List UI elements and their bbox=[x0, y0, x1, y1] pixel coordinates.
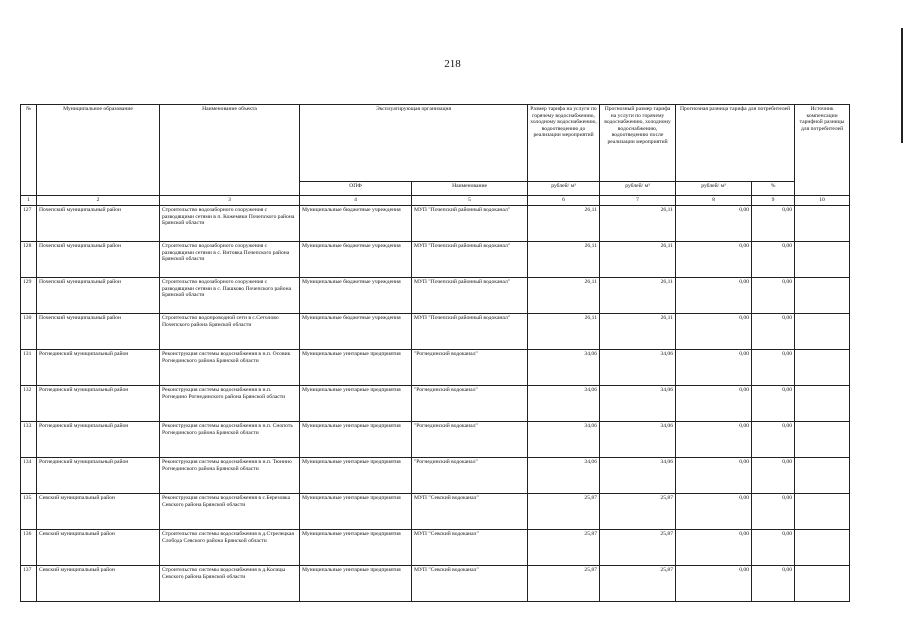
header-num: № bbox=[21, 105, 37, 196]
tariff-difference-cell: 0,00 bbox=[676, 530, 752, 566]
tariff-after-cell: 34,06 bbox=[600, 386, 676, 422]
organization-cell: МУП "Почепский районный водоканал" bbox=[412, 278, 528, 314]
column-number: 3 bbox=[160, 196, 300, 206]
municipality-cell: Севский муниципальный район bbox=[37, 494, 160, 530]
table-row bbox=[21, 422, 850, 458]
row-number: 129 bbox=[21, 278, 37, 314]
municipality-cell: Севский муниципальный район bbox=[37, 566, 160, 602]
municipality-cell: Севский муниципальный район bbox=[37, 530, 160, 566]
difference-percent-cell: 0,00 bbox=[752, 494, 795, 530]
column-number: 8 bbox=[676, 196, 752, 206]
row-number: 133 bbox=[21, 422, 37, 458]
row-number: 130 bbox=[21, 314, 37, 350]
opf-cell: Муниципальные унитарные предприятия bbox=[300, 530, 412, 566]
row-number: 128 bbox=[21, 242, 37, 278]
difference-percent-cell: 0,00 bbox=[752, 242, 795, 278]
object-cell: Строительство системы водоснабжения в д.Косицы Севского района Брянской области bbox=[160, 566, 300, 602]
tariff-before-cell: 26,11 bbox=[528, 242, 600, 278]
table-row bbox=[21, 386, 850, 422]
row-number: 134 bbox=[21, 458, 37, 494]
header-percent: % bbox=[752, 182, 795, 196]
column-number-row bbox=[21, 196, 850, 206]
organization-cell: "Рогнединский водоканал" bbox=[412, 422, 528, 458]
tariff-difference-cell: 0,00 bbox=[676, 386, 752, 422]
column-number: 6 bbox=[528, 196, 600, 206]
object-cell: Строительство системы водоснабжения в д.Стрелецкая Слобода Севского района Брянской области bbox=[160, 530, 300, 566]
compensation-source-cell bbox=[795, 278, 850, 314]
table-row bbox=[21, 206, 850, 242]
compensation-source-cell bbox=[795, 350, 850, 386]
tariff-after-cell: 25,87 bbox=[600, 566, 676, 602]
compensation-source-cell bbox=[795, 386, 850, 422]
compensation-source-cell bbox=[795, 422, 850, 458]
difference-percent-cell: 0,00 bbox=[752, 566, 795, 602]
table-row bbox=[21, 566, 850, 602]
row-number: 131 bbox=[21, 350, 37, 386]
row-number: 132 bbox=[21, 386, 37, 422]
column-number: 5 bbox=[412, 196, 528, 206]
municipality-cell: Почепский муниципальный район bbox=[37, 278, 160, 314]
tariff-difference-cell: 0,00 bbox=[676, 494, 752, 530]
difference-percent-cell: 0,00 bbox=[752, 206, 795, 242]
object-cell: Реконструкция системы водоснабжения в н.п. Снопоть Рогнединского района Брянской области bbox=[160, 422, 300, 458]
tariff-before-cell: 34,06 bbox=[528, 350, 600, 386]
organization-cell: МУП "Севский водоканал" bbox=[412, 566, 528, 602]
tariff-before-cell: 26,11 bbox=[528, 206, 600, 242]
table-row bbox=[21, 458, 850, 494]
organization-cell: "Рогнединский водоканал" bbox=[412, 458, 528, 494]
header-forecast: Прогнозный размер тарифа на услуги по горячему водоснабжению, холодному водоснабжению, водоотведению после реализации мероприятий bbox=[600, 105, 676, 182]
row-number: 127 bbox=[21, 206, 37, 242]
municipality-cell: Рогнединский муниципальный район bbox=[37, 350, 160, 386]
column-number: 9 bbox=[752, 196, 795, 206]
compensation-source-cell bbox=[795, 458, 850, 494]
tariff-table bbox=[20, 104, 850, 602]
object-cell: Реконструкция системы водоснабжения в н.п. Рогнедино Рогнединского района Брянской области bbox=[160, 386, 300, 422]
column-number: 2 bbox=[37, 196, 160, 206]
tariff-after-cell: 34,06 bbox=[600, 350, 676, 386]
compensation-source-cell bbox=[795, 494, 850, 530]
object-cell: Реконструкция системы водоснабжения в н.п. Осовик Рогнединского района Брянской области bbox=[160, 350, 300, 386]
tariff-before-cell: 26,11 bbox=[528, 314, 600, 350]
municipality-cell: Рогнединский муниципальный район bbox=[37, 458, 160, 494]
compensation-source-cell bbox=[795, 566, 850, 602]
municipality-cell: Рогнединский муниципальный район bbox=[37, 386, 160, 422]
tariff-before-cell: 25,87 bbox=[528, 494, 600, 530]
difference-percent-cell: 0,00 bbox=[752, 422, 795, 458]
organization-cell: МУП "Почепский районный водоканал" bbox=[412, 206, 528, 242]
tariff-after-cell: 25,87 bbox=[600, 494, 676, 530]
row-number: 137 bbox=[21, 566, 37, 602]
header-object: Наименование объекта bbox=[160, 105, 300, 196]
header-unit-forecast: рублей/ м³ bbox=[600, 182, 676, 196]
opf-cell: Муниципальные унитарные предприятия bbox=[300, 566, 412, 602]
tariff-after-cell: 34,06 bbox=[600, 422, 676, 458]
table-row bbox=[21, 494, 850, 530]
tariff-before-cell: 25,87 bbox=[528, 530, 600, 566]
object-cell: Реконструкция системы водоснабжения в с.Березовка Севского района Брянской области bbox=[160, 494, 300, 530]
municipality-cell: Почепский муниципальный район bbox=[37, 314, 160, 350]
header-municipality: Муниципальное образование bbox=[37, 105, 160, 196]
header-operator: Эксплуатирующая организация bbox=[300, 105, 528, 182]
compensation-source-cell bbox=[795, 530, 850, 566]
municipality-cell: Почепский муниципальный район bbox=[37, 242, 160, 278]
municipality-cell: Почепский муниципальный район bbox=[37, 206, 160, 242]
opf-cell: Муниципальные бюджетные учреждения bbox=[300, 278, 412, 314]
tariff-before-cell: 34,06 bbox=[528, 422, 600, 458]
tariff-before-cell: 25,87 bbox=[528, 566, 600, 602]
object-cell: Строительство водопроводной сети в с.Сетолово Почепского района Брянской области bbox=[160, 314, 300, 350]
tariff-difference-cell: 0,00 bbox=[676, 422, 752, 458]
difference-percent-cell: 0,00 bbox=[752, 458, 795, 494]
organization-cell: МУП "Севский водоканал" bbox=[412, 530, 528, 566]
compensation-source-cell bbox=[795, 242, 850, 278]
object-cell: Строительство водозаборного сооружения с разводящими сетями в с. Пашково Почепского района Брянской области bbox=[160, 278, 300, 314]
tariff-difference-cell: 0,00 bbox=[676, 242, 752, 278]
organization-cell: МУП "Севский водоканал" bbox=[412, 494, 528, 530]
compensation-source-cell bbox=[795, 314, 850, 350]
table-row bbox=[21, 242, 850, 278]
organization-cell: МУП "Почепский районный водоканал" bbox=[412, 242, 528, 278]
table-row bbox=[21, 314, 850, 350]
difference-percent-cell: 0,00 bbox=[752, 314, 795, 350]
header-unit-tariff: рублей/ м³ bbox=[528, 182, 600, 196]
opf-cell: Муниципальные унитарные предприятия bbox=[300, 350, 412, 386]
organization-cell: "Рогнединский водоканал" bbox=[412, 350, 528, 386]
object-cell: Реконструкция системы водоснабжения в н.п. Тюнино Рогнединского района Брянской области bbox=[160, 458, 300, 494]
difference-percent-cell: 0,00 bbox=[752, 386, 795, 422]
opf-cell: Муниципальные унитарные предприятия bbox=[300, 386, 412, 422]
tariff-before-cell: 34,06 bbox=[528, 458, 600, 494]
tariff-after-cell: 26,11 bbox=[600, 278, 676, 314]
tariff-before-cell: 26,11 bbox=[528, 278, 600, 314]
table-body bbox=[21, 206, 850, 602]
difference-percent-cell: 0,00 bbox=[752, 530, 795, 566]
opf-cell: Муниципальные бюджетные учреждения bbox=[300, 314, 412, 350]
table-row bbox=[21, 530, 850, 566]
difference-percent-cell: 0,00 bbox=[752, 278, 795, 314]
tariff-after-cell: 26,11 bbox=[600, 242, 676, 278]
opf-cell: Муниципальные бюджетные учреждения bbox=[300, 206, 412, 242]
column-number: 7 bbox=[600, 196, 676, 206]
row-number: 136 bbox=[21, 530, 37, 566]
tariff-difference-cell: 0,00 bbox=[676, 206, 752, 242]
tariff-difference-cell: 0,00 bbox=[676, 458, 752, 494]
opf-cell: Муниципальные унитарные предприятия bbox=[300, 494, 412, 530]
object-cell: Строительство водозаборного сооружения с разводящими сетями в п. Кожемяки Почепского района Брянской области bbox=[160, 206, 300, 242]
header-opf: ОПФ bbox=[300, 182, 412, 196]
tariff-after-cell: 26,11 bbox=[600, 314, 676, 350]
opf-cell: Муниципальные унитарные предприятия bbox=[300, 458, 412, 494]
header-difference: Прогнозная разница тарифа для потребителей bbox=[676, 105, 795, 182]
tariff-difference-cell: 0,00 bbox=[676, 278, 752, 314]
header-name: Наименование bbox=[412, 182, 528, 196]
scan-edge-rule bbox=[901, 28, 903, 143]
object-cell: Строительство водозаборного сооружения с разводящими сетями в с. Витовка Почепского района Брянской области bbox=[160, 242, 300, 278]
opf-cell: Муниципальные унитарные предприятия bbox=[300, 422, 412, 458]
municipality-cell: Рогнединский муниципальный район bbox=[37, 422, 160, 458]
tariff-difference-cell: 0,00 bbox=[676, 566, 752, 602]
header-source: Источник компенсации тарифной разницы для потребителей bbox=[795, 105, 850, 196]
table-row bbox=[21, 278, 850, 314]
table-row bbox=[21, 350, 850, 386]
tariff-after-cell: 26,11 bbox=[600, 206, 676, 242]
column-number: 1 bbox=[21, 196, 37, 206]
tariff-after-cell: 25,87 bbox=[600, 530, 676, 566]
tariff-difference-cell: 0,00 bbox=[676, 350, 752, 386]
column-number: 4 bbox=[300, 196, 412, 206]
column-number: 10 bbox=[795, 196, 850, 206]
tariff-before-cell: 34,06 bbox=[528, 386, 600, 422]
row-number: 135 bbox=[21, 494, 37, 530]
organization-cell: "Рогнединский водоканал" bbox=[412, 386, 528, 422]
compensation-source-cell bbox=[795, 206, 850, 242]
difference-percent-cell: 0,00 bbox=[752, 350, 795, 386]
header-tariff: Размер тарифа на услуги по горячему водоснабжению, холодному водоснабжению, водоотведению до реализации мероприятий bbox=[528, 105, 600, 182]
header-unit-difference: рублей/ м³ bbox=[676, 182, 752, 196]
tariff-after-cell: 34,06 bbox=[600, 458, 676, 494]
opf-cell: Муниципальные бюджетные учреждения bbox=[300, 242, 412, 278]
organization-cell: МУП "Почепский районный водоканал" bbox=[412, 314, 528, 350]
page-number: 218 bbox=[444, 58, 461, 70]
tariff-difference-cell: 0,00 bbox=[676, 314, 752, 350]
